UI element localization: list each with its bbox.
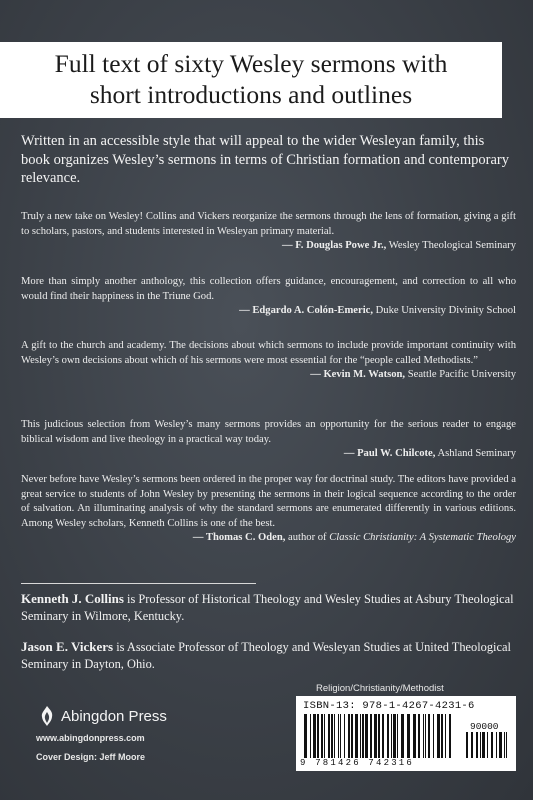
barcode-bar	[401, 714, 404, 758]
review-2	[21, 275, 516, 319]
reviewer-affiliation: Seattle Pacific University	[405, 369, 516, 381]
barcode-bar	[466, 732, 468, 758]
barcode-bar	[387, 714, 389, 758]
review-4	[21, 418, 516, 462]
barcode-bar	[423, 714, 424, 758]
author-bio-text: is Associate Professor of Theology and Wesleyan Studies at United Theological Seminary in Dayton, Ohio.	[21, 640, 511, 672]
barcode-bar	[449, 714, 451, 758]
barcode-bar	[491, 732, 493, 758]
reviewer-affiliation: Duke University Divinity School	[372, 305, 516, 317]
author-bio-vickers	[21, 638, 516, 673]
headline-line-1: Full text of sixty Wesley sermons with	[54, 49, 448, 78]
barcode-bar	[393, 714, 396, 758]
headline-banner	[0, 42, 502, 118]
barcode-bar	[437, 714, 440, 758]
reviewer-name: — Edgardo A. Colón-Emeric,	[239, 305, 373, 317]
barcode-bar	[471, 732, 473, 758]
author-name: Jason E. Vickers	[21, 639, 114, 654]
publisher-url: www.abingdonpress.com	[36, 733, 145, 743]
barcode-bar	[370, 714, 372, 758]
category-label: Religion/Christianity/Methodist	[316, 683, 444, 694]
barcode-bar	[382, 714, 384, 758]
barcode-bar	[338, 714, 339, 758]
barcode-bar	[351, 714, 353, 758]
review-text: This judicious selection from Wesley’s many sermons provides an opportunity for the serious reader to engage biblical wisdom and live theology in a practical way today.	[21, 419, 516, 445]
barcode-bar	[480, 732, 481, 758]
barcode-bar	[496, 732, 497, 758]
barcode-bar	[413, 714, 416, 758]
barcode-bar	[344, 714, 345, 758]
review-1	[21, 210, 516, 254]
addon-barcode	[466, 732, 510, 758]
headline-line-2: short introductions and outlines	[89, 80, 413, 109]
barcode-bar	[378, 714, 380, 758]
author-name: Kenneth J. Collins	[21, 591, 124, 606]
price-code: 90000	[470, 721, 499, 732]
barcode-bar	[506, 732, 507, 758]
barcode-bar	[360, 714, 361, 758]
reviewer-affiliation: author of	[285, 532, 330, 544]
review-attribution	[21, 304, 516, 319]
barcode-bar	[331, 714, 333, 758]
review-5	[21, 473, 516, 546]
review-attribution	[21, 447, 516, 462]
barcode-bar	[476, 732, 478, 758]
barcode-bar	[391, 714, 392, 758]
barcode-bar	[334, 714, 335, 758]
barcode-bar	[504, 732, 505, 758]
review-attribution	[21, 531, 516, 546]
barcode-bar	[499, 732, 502, 758]
barcode-bar	[433, 714, 434, 758]
cover-credit: Cover Design: Jeff Moore	[36, 752, 146, 762]
barcode-bar	[340, 714, 341, 758]
review-text: A gift to the church and academy. The decisions about which sermons to include provide important continuity with Wesley’s own decisions about which of his sermons were most essential for the “people called Methodists.”	[21, 340, 516, 366]
review-text: Never before have Wesley’s sermons been ordered in the proper way for doctrinal study. The editors have provided a great service to students of John Wesley by presenting the sermons in their logical sequence according to the order of salvation. An illuminating analysis of why the standard sermons are enumerated differently in various editions. Among Wesley scholars, Kenneth Collins is one of the best.	[21, 474, 516, 529]
review-text: Truly a new take on Wesley! Collins and Vickers reorganize the sermons through the lens of formation, giving a gift to scholars, pastors, and students interested in Wesleyan primary material.	[21, 211, 516, 237]
barcode-bar	[397, 714, 398, 758]
barcode-bar	[348, 714, 350, 758]
abingdon-flame-icon	[36, 705, 58, 727]
reviewer-name: — Thomas C. Oden,	[192, 532, 286, 544]
barcode-bar	[304, 714, 307, 758]
author-bio-collins	[21, 590, 516, 625]
barcode-bar	[313, 714, 316, 758]
review-text: More than simply another anthology, this collection offers guidance, encouragement, and correction to all who would find their happiness in the Triune God.	[21, 276, 516, 302]
book-blurb: Written in an accessible style that will appeal to the wider Wesleyan family, this book organizes Wesley’s sermons in terms of Christian formation and contemporary relevance.	[21, 133, 509, 186]
barcode-panel	[296, 696, 516, 771]
barcode-bar	[321, 714, 323, 758]
barcode-bar	[324, 714, 325, 758]
barcode-bar	[428, 714, 430, 758]
publisher-logo	[36, 705, 167, 727]
section-divider	[21, 583, 256, 584]
review-attribution	[21, 368, 516, 383]
barcode-bar	[407, 714, 410, 758]
barcode-number: 9 781426 742316	[300, 758, 415, 768]
reviewer-name: — F. Douglas Powe Jr.,	[282, 240, 387, 252]
reviewer-affiliation: Ashland Seminary	[435, 448, 516, 460]
barcode-bar	[310, 714, 311, 758]
book-title: Classic Christianity: A Systematic Theology	[329, 532, 516, 544]
reviewer-affiliation: Wesley Theological Seminary	[386, 240, 516, 252]
barcode-bar	[487, 732, 488, 758]
isbn-text: ISBN-13: 978-1-4267-4231-6	[303, 700, 475, 712]
barcode-bar	[317, 714, 319, 758]
barcode-bar	[365, 714, 368, 758]
barcode-bar	[418, 714, 420, 758]
review-attribution	[21, 239, 516, 254]
reviewer-name: — Paul W. Chilcote,	[343, 448, 436, 460]
ean-barcode	[304, 714, 454, 758]
barcode-bar	[328, 714, 330, 758]
barcode-bar	[355, 714, 358, 758]
barcode-bar	[445, 714, 446, 758]
reviewer-name: — Kevin M. Watson,	[310, 369, 406, 381]
author-bio-text: is Professor of Historical Theology and Wesley Studies at Asbury Theological Seminary in Wilmore, Kentucky.	[21, 592, 514, 624]
barcode-bar	[441, 714, 443, 758]
publisher-name: Abingdon Press	[61, 707, 167, 725]
barcode-bar	[425, 714, 426, 758]
review-3	[21, 339, 516, 383]
barcode-bar	[362, 714, 364, 758]
barcode-bar	[374, 714, 377, 758]
barcode-bar	[482, 732, 485, 758]
